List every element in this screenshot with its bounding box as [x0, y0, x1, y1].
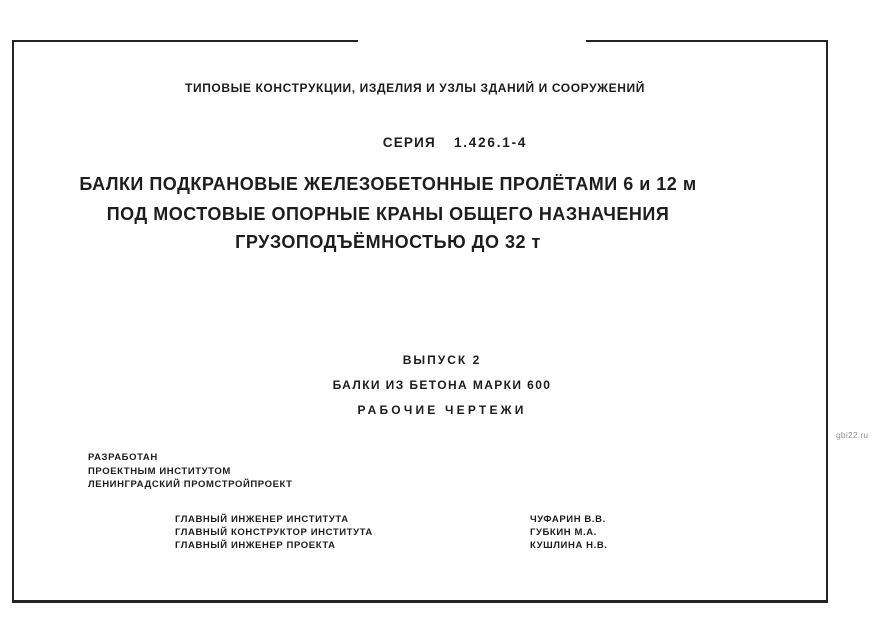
issue-number: ВЫПУСК 2 — [402, 353, 482, 367]
series-number: 1.426.1-4 — [453, 135, 528, 150]
document-title-line-3: ГРУЗОПОДЪЁМНОСТЬЮ ДО 32 т — [235, 232, 541, 252]
signatory-role-chief-project-engineer: ГЛАВНЫЙ ИНЖЕНЕР ПРОЕКТА — [175, 540, 336, 551]
developed-by-line-3: ЛЕНИНГРАДСКИЙ ПРОМСТРОЙПРОЕКТ — [88, 479, 293, 490]
issue-subject: БАЛКИ ИЗ БЕТОНА МАРКИ 600 — [332, 378, 552, 392]
document-title-line-2: ПОД МОСТОВЫЕ ОПОРНЫЕ КРАНЫ ОБЩЕГО НАЗНАЧЕНИЯ — [106, 204, 670, 224]
signatory-row — [0, 514, 877, 527]
border-fade-gap — [358, 38, 586, 44]
signatory-name-chufarin: ЧУФАРИН В.В. — [530, 514, 606, 525]
signatory-name-kushlina: КУШЛИНА Н.В. — [530, 540, 608, 551]
signatory-name-gubkin: ГУБКИН М.А. — [530, 527, 597, 538]
document-header: ТИПОВЫЕ КОНСТРУКЦИИ, ИЗДЕЛИЯ И УЗЛЫ ЗДАНИЙ И СООРУЖЕНИЙ — [185, 81, 645, 95]
developed-by-line-2: ПРОЕКТНЫМ ИНСТИТУТОМ — [88, 465, 231, 477]
series-line — [33, 135, 877, 150]
site-watermark: gbi22.ru — [836, 430, 869, 440]
signatory-row — [0, 540, 877, 553]
issue-drawing-type: РАБОЧИЕ ЧЕРТЕЖИ — [357, 403, 527, 417]
signatory-role-chief-designer-institute: ГЛАВНЫЙ КОНСТРУКТОР ИНСТИТУТА — [175, 527, 373, 538]
signatory-role-chief-engineer-institute: ГЛАВНЫЙ ИНЖЕНЕР ИНСТИТУТА — [175, 514, 349, 525]
document-title-line-1: БАЛКИ ПОДКРАНОВЫЕ ЖЕЛЕЗОБЕТОННЫЕ ПРОЛЁТАМИ 6 и 12 м — [79, 174, 697, 194]
signatory-row — [0, 527, 877, 540]
developed-by-line-1: РАЗРАБОТАН — [88, 452, 158, 463]
developed-by-block — [88, 451, 293, 492]
series-label: СЕРИЯ — [382, 135, 436, 150]
